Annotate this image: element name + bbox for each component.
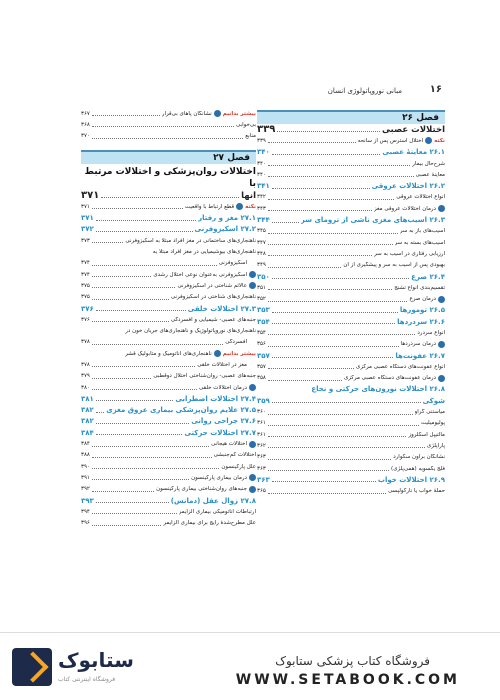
toc-entry-page: ۳۶۲ <box>257 442 266 449</box>
toc-entry <box>257 226 445 237</box>
toc-entry <box>257 406 445 417</box>
toc-column-left <box>81 108 256 529</box>
leader-dots <box>92 442 209 447</box>
leader-dots <box>268 342 399 347</box>
toc-entry-title: ۲۷.۷ اختلالات حرکتی <box>184 428 256 437</box>
leader-dots <box>268 161 410 166</box>
toc-entry-title: فلج یکسویه (همی‌پلژی) <box>391 465 445 472</box>
leader-dots <box>96 396 174 401</box>
toc-entry-title: ۲۶.۱ معاینهٔ عصبی <box>382 148 445 157</box>
toc-entry <box>81 119 256 130</box>
store-name: فروشگاه کتاب پزشکی ستابوک <box>275 654 430 668</box>
bullet-brain-icon <box>438 205 445 212</box>
toc-entry <box>257 429 445 440</box>
toc-entry-page: ۳۴۹ <box>257 262 266 269</box>
toc-entry-page: ۳۷۵ <box>81 282 90 289</box>
toc-entry <box>81 201 256 212</box>
toc-entry-page: ۳۴۰ <box>257 171 266 178</box>
toc-entry-title: انواع عفونت‌های دستگاه عصبی مرکزی <box>356 363 445 370</box>
toc-entry-page: ۳۹۲ <box>81 486 90 493</box>
callout-label: بیشتر بدانیم <box>222 350 256 357</box>
toc-entry-page: ۳۴۳ <box>257 205 266 212</box>
toc-section-entry <box>257 384 445 395</box>
toc-entry-title: جنبه‌های عصبی- شیمیایی و افسردگی <box>170 316 256 323</box>
leader-dots <box>268 195 395 200</box>
toc-entry-page: ۳۴۴ <box>257 216 270 225</box>
leader-dots <box>268 240 393 245</box>
toc-entry <box>81 450 256 461</box>
chapter-27-title-line1: اختلالات روان‌پزشکی و اختلالات مرتبط با <box>84 166 256 189</box>
toc-entry-title: ۲۶.۷ عفونت‌ها <box>395 351 445 360</box>
toc-entry <box>257 192 445 203</box>
leader-dots <box>268 229 398 234</box>
leader-dots <box>92 509 177 514</box>
chapter-27-title-line2: آنها <box>241 190 256 201</box>
toc-entry-page: ۳۹۴ <box>81 508 90 515</box>
chapter-26-title: اختلالات عصبی <box>381 124 445 135</box>
toc-entry-page: ۳۵۹ <box>257 396 270 405</box>
toc-entry-title: ۲۷.۴ اختلالات اضطرابی <box>175 394 256 403</box>
toc-entry-title: ۲۶.۶ سردردها <box>397 317 445 326</box>
toc-entry-title: میاستنی گراو <box>414 409 445 416</box>
leader-dots <box>96 408 104 413</box>
toc-entry-title: پولیومیلیت <box>420 420 445 427</box>
toc-entry-page: ۳۷۸ <box>81 361 90 368</box>
toc-entry-page: ۳۷۹ <box>81 373 90 380</box>
leader-dots <box>92 261 217 266</box>
leader-dots <box>272 353 394 358</box>
chapter-26-page: ۳۳۹ <box>257 124 276 136</box>
toc-entry-page: ۳۶۵ <box>257 488 266 495</box>
toc-entry-title: تقسیم‌بندی انواع تشنج <box>394 284 445 291</box>
toc-section-entry <box>257 271 445 282</box>
toc-entry-page: ۳۷۱ <box>81 203 90 210</box>
toc-entry-title: ۲۷.۱ مغز و رفتار <box>198 214 256 223</box>
callout-label: بیشتر بدانیم <box>222 110 256 117</box>
toc-section-entry <box>257 147 445 158</box>
toc-entry <box>257 237 445 248</box>
toc-entry-title: عالائم شناختی در اسکیزوفرنی <box>177 282 247 289</box>
bullet-brain-icon <box>214 110 221 117</box>
toc-section-entry <box>257 214 445 225</box>
toc-section-entry <box>257 350 445 361</box>
toc-entry <box>81 506 256 517</box>
toc-entry <box>81 131 256 142</box>
toc-entry <box>257 361 445 372</box>
leader-dots <box>92 283 176 288</box>
bullet-brain-icon <box>438 341 445 348</box>
toc-entry-page: ۳۹۶ <box>81 520 90 527</box>
toc-entry-title: جنبه‌های روان‌شناختی بیماری پارکینسون <box>156 486 247 493</box>
toc-entry-title: اختلالات هیجانی <box>211 441 247 448</box>
running-title: مبانی نوروپاتولوژی انسان <box>327 87 402 95</box>
toc-entry-page: ۳۸۴ <box>81 441 90 448</box>
toc-entry-page: ۳۵۰ <box>257 272 270 281</box>
toc-entry <box>81 484 256 495</box>
toc-entry-title: انواع اختلالات عروقی <box>396 194 445 201</box>
leader-dots <box>96 227 193 232</box>
toc-entry-page: ۳۷۸ <box>81 339 90 346</box>
toc-entry-title: آسیب‌های باز به سر <box>399 228 445 235</box>
toc-entry-page: ۳۶۳ <box>257 454 266 461</box>
toc-section-entry <box>81 303 256 314</box>
toc-entry <box>81 461 256 472</box>
toc-entry-title: قطع ارتباط با واقعیت <box>184 203 235 210</box>
toc-entry <box>257 327 445 338</box>
toc-entry <box>81 246 256 257</box>
toc-entry-page: ۳۸۱ <box>81 394 94 403</box>
toc-entry-page: ۳۵۶ <box>257 341 266 348</box>
chapter-27-page: ۳۷۱ <box>81 190 100 202</box>
toc-entry-page: ۳۷۶ <box>81 316 90 323</box>
toc-entry-page: ۳۸۰ <box>81 384 90 391</box>
toc-entry-page: ۳۸۲ <box>81 406 94 415</box>
toc-entry-title: ۲۶.۹ اختلالات خواب <box>377 475 445 484</box>
bullet-brain-icon <box>214 350 221 357</box>
toc-section-entry <box>81 416 256 427</box>
toc-entry-page: ۳۹۰ <box>81 463 90 470</box>
toc-entry <box>257 135 445 146</box>
toc-entry-title: افسردگی <box>225 339 247 346</box>
toc-entry-title: آسیب‌های بسته به سر <box>394 239 445 246</box>
toc-entry-title: درمان اختلالات عروقی مغز <box>373 205 436 212</box>
toc-entry-title: بی‌خوابی <box>236 121 256 128</box>
toc-entry <box>257 440 445 451</box>
toc-entry-title: درمان عفونت‌های دستگاه عصبی مرکزی <box>343 375 436 382</box>
logo-mark-icon <box>12 648 52 686</box>
running-header <box>232 86 442 100</box>
leader-dots <box>92 317 169 322</box>
toc-entry-page: ۳۵۴ <box>257 329 266 336</box>
leader-dots <box>92 238 124 243</box>
toc-entry <box>257 463 445 474</box>
toc-section-entry <box>81 212 256 223</box>
toc-entry-title: پاراپلژی <box>426 442 445 449</box>
toc-entry-page: ۳۷۴ <box>81 260 90 267</box>
toc-section-entry <box>257 180 445 191</box>
leader-dots <box>268 364 354 369</box>
toc-entry <box>81 438 256 449</box>
toc-entry <box>81 325 256 336</box>
toc-entry-page: ۳۷۶ <box>81 304 94 313</box>
leader-dots <box>92 374 151 379</box>
leader-dots <box>277 127 380 132</box>
toc-entry <box>81 314 256 325</box>
toc-entry-title: ۲۷.۶ جراحی روانی <box>191 417 256 426</box>
bullet-brain-icon <box>249 486 256 493</box>
toc-entry <box>81 382 256 393</box>
toc-entry-title: ناهنجاری‌های شناختی در اسکیزوفرنی <box>170 294 256 301</box>
toc-entry <box>81 337 256 348</box>
toc-entry-title: درمان سردردها <box>400 341 436 348</box>
toc-entry-page: ۳۷۱ <box>81 214 94 223</box>
chapter-27-band: فصل ۲۷ <box>81 150 256 164</box>
leader-dots <box>96 419 189 424</box>
toc-entry-page: ۳۶۰ <box>257 409 266 416</box>
leader-dots <box>268 297 408 302</box>
leader-dots <box>268 330 415 335</box>
toc-column-right <box>257 110 445 497</box>
logo-name: ستابوک <box>58 648 134 672</box>
toc-section-entry <box>81 405 256 416</box>
toc-entry-title: ناهنجاری‌های بیوشیمیایی در مغز افراد مبتلا به <box>152 249 256 256</box>
toc-entry <box>81 518 256 529</box>
leader-dots <box>272 150 381 155</box>
toc-entry-page: ۳۵۱ <box>257 284 266 291</box>
leader-dots <box>272 184 370 189</box>
leader-dots <box>268 376 342 381</box>
page-number: ۱۶ <box>429 84 442 95</box>
toc-section-entry <box>257 395 445 406</box>
toc-entry-title: ناهنجاری‌های ساختمانی در مغز افراد مبتلا به اسکیزوفرنی <box>125 237 256 244</box>
chapter-27-title-row <box>81 190 256 201</box>
toc-entry <box>81 258 256 269</box>
bullet-brain-icon <box>236 203 243 210</box>
toc-entry <box>257 373 445 384</box>
toc-entry-page: ۳۵۷ <box>257 363 266 370</box>
toc-entry-page: ۳۶۱ <box>257 431 266 438</box>
bullet-brain-icon <box>249 384 256 391</box>
toc-entry-title: مالتیپل اسکلروز <box>408 431 445 438</box>
leader-dots <box>92 204 183 209</box>
toc-entry <box>81 359 256 370</box>
leader-dots <box>92 295 169 300</box>
toc-entry-title: ناهنجاری‌های آناتومیک و متابولیک قشر <box>125 350 212 357</box>
toc-entry-title: انواع سردرد <box>417 329 445 336</box>
toc-entry-title: ۲۶.۲ اختلالات عروقی <box>371 182 445 191</box>
toc-entry-title: ۲۷.۵ علایم روان‌پزشکی بیماری عروق مغزی <box>106 406 256 415</box>
toc-entry <box>257 169 445 180</box>
toc-entry-page: ۳۶۳ <box>257 475 270 484</box>
toc-entry <box>81 280 256 291</box>
toc-entry-title: ۲۷.۳ اختلالات خلقی <box>187 304 256 313</box>
toc-section-entry <box>81 495 256 506</box>
leader-dots <box>96 498 169 503</box>
callout-label: نکته <box>434 137 445 144</box>
toc-entry-title: درمان بیماری پارکینسون <box>191 474 247 481</box>
bullet-brain-icon <box>249 441 256 448</box>
toc-entry-title: ۲۶.۳ آسیب‌های مغزی ناشی از ترومای سر <box>300 216 445 225</box>
toc-entry-page: ۳۴۰ <box>257 148 270 157</box>
toc-entry-title: ارزیابی رفتاری در آسیب به سر <box>374 250 445 257</box>
toc-entry-page: ۳۵۲ <box>257 296 266 303</box>
toc-section-entry <box>81 427 256 438</box>
toc-entry <box>81 371 256 382</box>
leader-dots <box>92 487 154 492</box>
chapter-26-entries <box>257 135 445 497</box>
toc-entry <box>81 292 256 303</box>
toc-entry-title: علل مطرح‌شدهٔ رایج برای بیماری آلزایمر <box>163 520 256 527</box>
toc-entry <box>257 418 445 429</box>
leader-dots <box>272 218 299 223</box>
toc-entry-page: ۳۹۳ <box>81 496 94 505</box>
toc-entry-title: ۲۷.۲ اسکیزوفرنی <box>194 225 256 234</box>
bullet-brain-icon <box>249 474 256 481</box>
leader-dots <box>96 430 183 435</box>
toc-entry-page: ۳۴۱ <box>257 182 270 191</box>
toc-entry <box>257 339 445 350</box>
toc-section-entry <box>81 393 256 404</box>
toc-entry <box>257 158 445 169</box>
leader-dots <box>268 263 341 268</box>
toc-entry-title: علل پارکینسون <box>221 463 256 470</box>
toc-entry-title: ارتباطات آناتومیکی بیماری آلزایمر <box>178 508 256 515</box>
toc-entry <box>257 203 445 214</box>
toc-entry <box>81 108 256 119</box>
toc-entry-page: ۳۸۴ <box>81 428 94 437</box>
bullet-brain-icon <box>425 137 432 144</box>
toc-entry-page: ۳۵۴ <box>257 317 270 326</box>
toc-entry-title: ناهنجاری‌های نوروپاتولوژیک و ناهنجاری‌های جریان خون در <box>125 328 256 335</box>
leader-dots <box>268 206 372 211</box>
leader-dots <box>92 453 212 458</box>
toc-entry <box>257 486 445 497</box>
leader-dots <box>268 455 391 460</box>
chapter-26-continued-entries <box>81 108 256 142</box>
toc-entry <box>257 293 445 304</box>
toc-entry-page: ۳۷۳ <box>81 237 90 244</box>
toc-entry-page: ۳۳۹ <box>257 137 266 144</box>
leader-dots <box>268 285 392 290</box>
leader-dots <box>268 443 425 448</box>
chapter-26-title-row <box>257 124 445 135</box>
toc-entry-page: ۳۷۲ <box>81 225 94 234</box>
toc-entry-page: ۳۶۸ <box>81 121 90 128</box>
toc-entry-title: حملهٔ خواب یا نارکولپسی <box>388 488 445 495</box>
toc-entry <box>257 260 445 271</box>
toc-entry-page: ۳۶۳ <box>257 465 266 472</box>
leader-dots <box>272 477 376 482</box>
leader-dots <box>268 466 389 471</box>
toc-entry-title: ۲۶.۵ تومورها <box>399 306 445 315</box>
leader-dots <box>92 272 151 277</box>
leader-dots <box>92 122 234 127</box>
leader-dots <box>92 340 223 345</box>
bullet-brain-icon <box>438 296 445 303</box>
leader-dots <box>268 172 414 177</box>
toc-entry-title: درمان صرع <box>409 296 436 303</box>
bullet-brain-icon <box>249 271 256 278</box>
toc-entry <box>81 269 256 280</box>
leader-dots <box>268 421 419 426</box>
toc-section-entry <box>257 474 445 485</box>
toc-entry-page: ۳۶۱ <box>257 420 266 427</box>
bullet-brain-icon <box>249 282 256 289</box>
toc-entry-page: ۳۴۰ <box>257 160 266 167</box>
leader-dots <box>272 319 395 324</box>
leader-dots <box>96 306 186 311</box>
toc-entry <box>257 248 445 259</box>
toc-entry-page: ۳۸۸ <box>81 452 90 459</box>
toc-entry-title: اسکیزوفرنی به‌عنوان نوعی اختلال رشدی <box>153 271 247 278</box>
leader-dots <box>92 385 197 390</box>
toc-section-entry <box>81 224 256 235</box>
leader-dots <box>92 464 220 469</box>
leader-dots <box>272 398 421 403</box>
toc-entry-page: ۳۵۷ <box>257 351 270 360</box>
toc-entry-title: نشانگان براون سکوارد <box>393 454 445 461</box>
leader-dots <box>268 432 407 437</box>
leader-dots <box>268 138 356 143</box>
toc-entry-title: ۲۷.۸ زوال عقل (دمانس) <box>170 496 256 505</box>
toc-section-entry <box>257 316 445 327</box>
toc-entry-page: ۳۴۵ <box>257 228 266 235</box>
leader-dots <box>272 274 409 279</box>
toc-entry-title: شوکی <box>422 396 445 405</box>
store-url[interactable]: WWW.SETABOOK.COM <box>235 672 460 688</box>
toc-entry-title: بهبودی پس از آسیب به سر و پیشگیری از آن <box>343 262 445 269</box>
toc-entry-page: ۳۴۸ <box>257 250 266 257</box>
logo-tagline: فروشگاه اینترنتی کتاب <box>58 676 116 683</box>
leader-dots <box>101 193 239 198</box>
toc-entry-title: اختلال استرس پس از سانحه <box>357 137 424 144</box>
chapter-26-band: فصل ۲۶ <box>257 110 445 124</box>
toc-entry-title: جنبه‌های عصبی- روان‌شناختی اختلال دوقطبی <box>153 373 256 380</box>
toc-entry-page: ۳۵۳ <box>257 306 270 315</box>
chapter-27-entries <box>81 201 256 529</box>
toc-entry-page: ۳۸۲ <box>81 417 94 426</box>
leader-dots <box>92 521 162 526</box>
toc-entry-title: شرح‌حال بیمار <box>412 160 445 167</box>
toc-entry-page: ۳۹۱ <box>81 474 90 481</box>
toc-entry-title: نشانگان پاهای بی‌قرار <box>161 110 212 117</box>
leader-dots <box>92 475 189 480</box>
toc-entry-title: منابع <box>245 133 256 140</box>
leader-dots <box>92 134 243 139</box>
leader-dots <box>268 489 386 494</box>
toc-entry <box>81 235 256 246</box>
toc-entry-title: درمان اختلالات خلقی <box>198 384 247 391</box>
leader-dots <box>272 308 398 313</box>
toc-entry-page: ۳۴۲ <box>257 194 266 201</box>
toc-entry-title: ۲۶.۸ اختلالات نورون‌های حرکتی و نخاع <box>311 385 445 394</box>
toc-entry-title: اسکیزوفرنی <box>218 260 247 267</box>
toc-entry-page: ۳۷۵ <box>81 294 90 301</box>
leader-dots <box>96 216 196 221</box>
toc-section-entry <box>257 305 445 316</box>
toc-entry-page: ۳۵۸ <box>257 375 266 382</box>
leader-dots <box>92 111 160 116</box>
toc-entry-title: مغز در اختلالات خلقی <box>197 361 247 368</box>
toc-entry-page: ۳۴۷ <box>257 239 266 246</box>
bullet-brain-icon <box>438 375 445 382</box>
toc-entry <box>81 348 256 359</box>
callout-label: نکته <box>245 203 256 210</box>
toc-entry-title: ۲۶.۴ صرع <box>411 272 445 281</box>
setabook-logo <box>12 648 152 690</box>
toc-entry <box>257 282 445 293</box>
toc-entry-page: ۳۷۰ <box>81 133 90 140</box>
leader-dots <box>268 410 413 415</box>
toc-entry-page: ۳۶۷ <box>81 110 90 117</box>
leader-dots <box>92 362 195 367</box>
toc-entry-title: اختلالات کم‌جنبشی <box>213 452 256 459</box>
toc-entry-page: ۳۷۴ <box>81 271 90 278</box>
toc-entry-title: معاینهٔ عصبی <box>415 171 445 178</box>
leader-dots <box>268 251 372 256</box>
toc-entry <box>257 452 445 463</box>
toc-entry <box>81 472 256 483</box>
